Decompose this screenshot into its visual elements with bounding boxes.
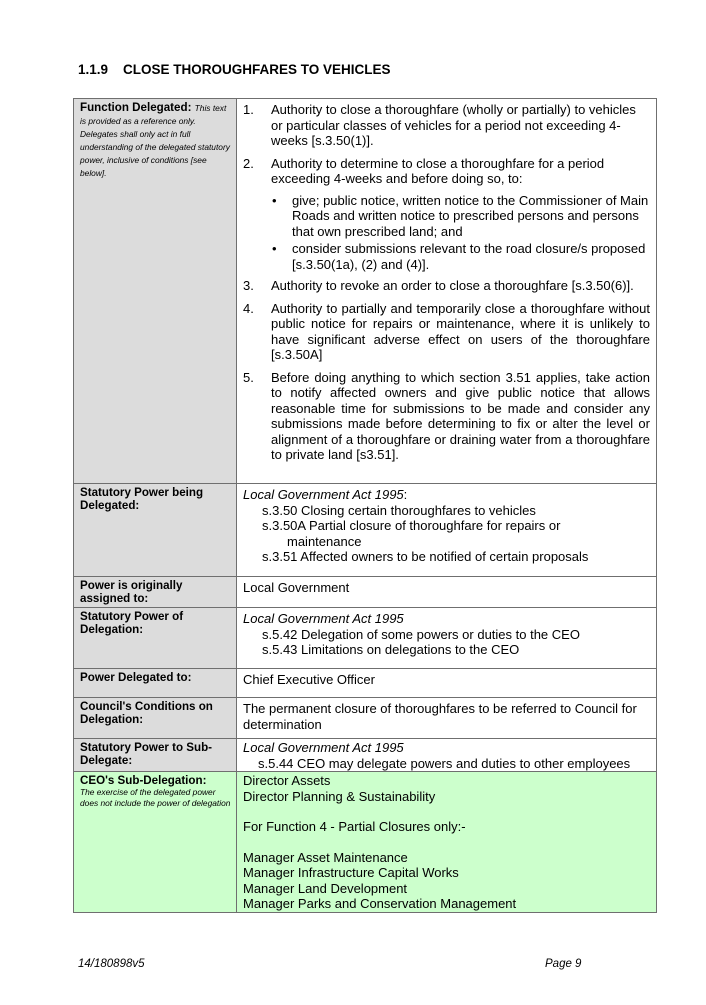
partial-closures-label: For Function 4 - Partial Closures only:- [243, 819, 466, 834]
act-name: Local Government Act 1995 [243, 611, 404, 626]
delegation-table [73, 98, 657, 913]
function-delegated-note: This text is provided as a reference only. Delegates shall only act in full understanding of the delegated statutory power, inclusive of conditions [see below]. [80, 103, 230, 178]
label-cell [74, 772, 237, 913]
function-item: 2. Authority to determine to close a thoroughfare for a period exceeding 4-weeks and before doing so, to: • give; public notice, written notice to the Commissioner of Main Roads and written notice to prescribed persons and persons that own prescribed land; and • consider submissions relevant to the road closure/s proposed [s.3.50(1a), (2) and (4)]. [243, 155, 649, 272]
sub-delegate-power-label: Statutory Power to Sub-Delegate: [74, 739, 237, 772]
section-line: s.3.50 Closing certain thoroughfares to vehicles [262, 502, 536, 518]
function-item: 1. Authority to close a thoroughfare (wholly or partially) to vehicles or particular classes of vehicles for a period not exceeding 4-weeks [s.3.50(1)]. [243, 102, 636, 148]
section-title: CLOSE THOROUGHFARES TO VEHICLES [123, 62, 391, 77]
delegate-name: Manager Land Development [243, 880, 408, 896]
section-line: s.5.44 CEO may delegate powers and duties to other employees [258, 755, 631, 771]
row-power-of-delegation [74, 608, 657, 669]
bullet-item: • give; public notice, written notice to the Commissioner of Main Roads and written notice to prescribed persons and persons that own prescribed land; and [272, 192, 649, 239]
function-item: 3. Authority to revoke an order to close a thoroughfare [s.3.50(6)]. [243, 278, 634, 293]
function-delegated-value [237, 99, 657, 484]
row-statutory-power [74, 484, 657, 577]
row-delegated-to [74, 669, 657, 698]
section-number: 1.1.9 [78, 62, 109, 77]
delegate-name: Director Assets [243, 773, 331, 788]
row-sub-delegate-power [74, 739, 657, 772]
row-ceo-sub-delegation [74, 772, 657, 913]
conditions-value: The permanent closure of thoroughfares to be referred to Council for determination [237, 698, 657, 739]
document-reference: 14/180898v5 [78, 958, 145, 970]
section-line: s.5.42 Delegation of some powers or duties to the CEO [262, 626, 580, 642]
power-of-delegation-label: Statutory Power of Delegation: [74, 608, 237, 669]
delegated-to-label: Power Delegated to: [74, 669, 237, 698]
delegate-name: Director Planning & Sustainability [243, 788, 436, 804]
function-item: 4. Authority to partially and temporarily close a thoroughfare without public notice for repairs or maintenance, where it is unlikely to have significant adverse effect on users of the thoroughfare [s.3.50A] [243, 300, 650, 362]
section-heading [78, 62, 391, 77]
ceo-sub-delegation-label: CEO's Sub-Delegation: [80, 774, 207, 787]
power-assigned-value: Local Government [237, 577, 657, 608]
act-name: Local Government Act 1995 [243, 740, 404, 755]
row-function-delegated [74, 99, 657, 484]
conditions-label: Council's Conditions on Delegation: [74, 698, 237, 739]
label-cell [74, 99, 237, 484]
ceo-sub-delegation-value [237, 772, 657, 913]
function-delegated-label: Function Delegated: [80, 101, 192, 114]
statutory-power-label: Statutory Power being Delegated: [74, 484, 237, 577]
ceo-sub-delegation-note: The exercise of the delegated power does not include the power of delegation [80, 787, 231, 808]
row-conditions [74, 698, 657, 739]
function-bullets [271, 193, 650, 273]
power-of-delegation-value [237, 608, 657, 669]
section-line: s.3.50A Partial closure of thoroughfare for repairs or [262, 518, 561, 533]
function-item: 5. Before doing anything to which section 3.51 applies, take action to notify affected owners and give public notice that allows reasonable time for submissions to be made and consider any submissions made before determining to fix or alter the level or alignment of a thoroughfare or draining water from a thoroughfare to private land [s3.51]. [243, 369, 650, 462]
row-power-assigned [74, 577, 657, 608]
section-line: maintenance [287, 533, 362, 549]
delegated-to-value: Chief Executive Officer [237, 669, 657, 698]
sub-delegate-power-value [237, 739, 657, 772]
section-line: s.3.51 Affected owners to be notified of certain proposals [262, 549, 589, 564]
act-name: Local Government Act 1995 [243, 487, 404, 502]
statutory-power-value: Local Government Act 1995: s.3.50 Closing certain thoroughfares to vehicles s.3.50A Partial closure of thoroughfare for repairs or maintenance s.3.51 Affected owners to be notified of certain proposals [237, 484, 657, 577]
section-line: s.5.43 Limitations on delegations to the CEO [262, 642, 520, 657]
delegate-name: Manager Asset Maintenance [243, 849, 408, 865]
power-assigned-label: Power is originally assigned to: [74, 577, 237, 608]
delegate-name: Manager Parks and Conservation Management [243, 896, 517, 911]
page-number: Page 9 [545, 958, 582, 970]
delegate-name: Manager Infrastructure Capital Works [243, 865, 459, 880]
bullet-item: • consider submissions relevant to the road closure/s proposed [s.3.50(1a), (2) and (4)]. [272, 241, 646, 272]
